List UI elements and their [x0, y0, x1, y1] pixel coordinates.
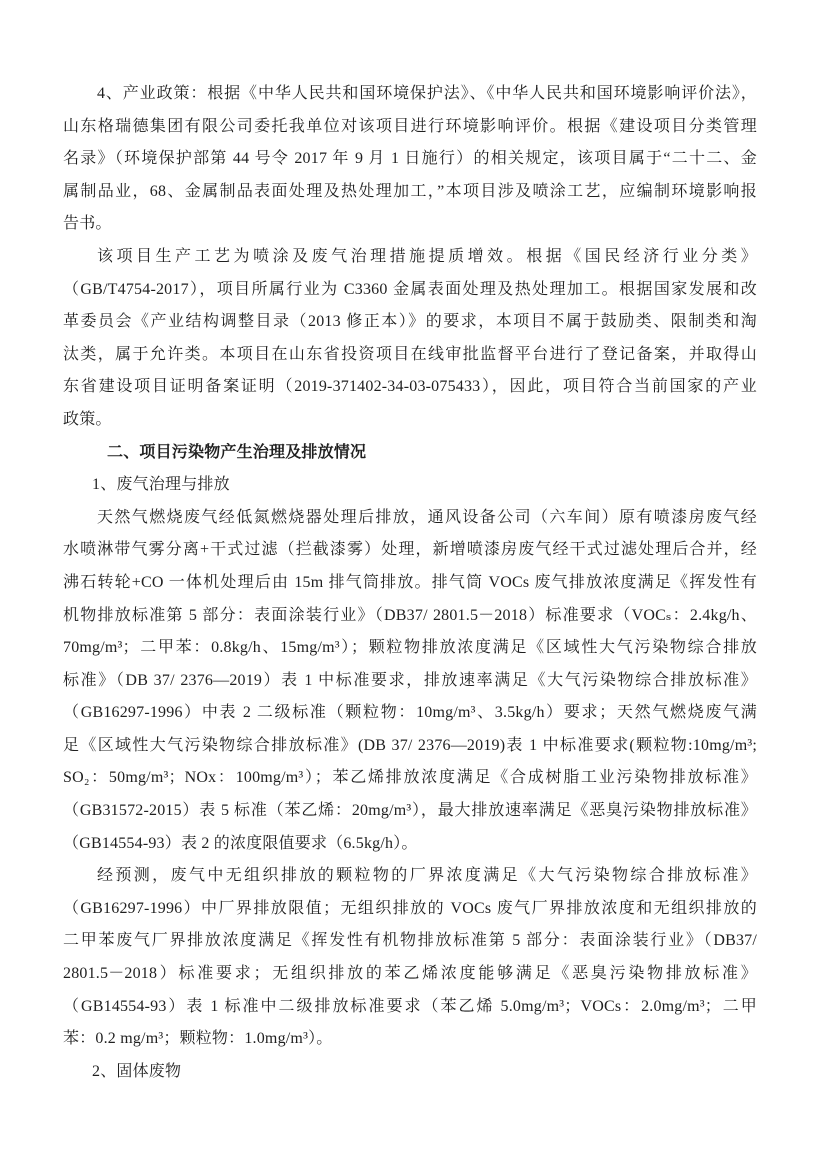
- paragraph-line: 经预测，废气中无组织排放的颗粒物的厂界浓度满足《大气污染物综合排放标准》: [97, 867, 757, 885]
- section-heading: 二、项目污染物产生治理及排放情况: [107, 443, 367, 461]
- paragraph-line: 机物排放标准第 5 部分：表面涂装行业》（DB37/ 2801.5－2018）标准要求（VOCₛ：2.4kg/h、: [63, 606, 757, 624]
- paragraph-line: （GB14554-93）表 2 的浓度限值要求（6.5kg/h）。: [63, 834, 418, 852]
- paragraph-line: （GB31572-2015）表 5 标准（苯乙烯：20mg/m³），最大排放速率满足《恶臭污染物排放标准》: [63, 802, 757, 820]
- paragraph-line: 沸石转轮+CO 一体机处理后由 15m 排气筒排放。排气筒 VOCs 废气排放浓度满足《挥发性有: [63, 573, 757, 591]
- paragraph-line: （GB14554-93）表 1 标准中二级排放标准要求（苯乙烯 5.0mg/m³；VOCs：2.0mg/m³；二甲: [63, 997, 757, 1015]
- paragraph-line: （GB16297-1996）中厂界排放限值；无组织排放的 VOCs 废气厂界排放浓度和无组织排放的: [63, 899, 757, 917]
- paragraph-line: 汰类，属于允许类。本项目在山东省投资项目在线审批监督平台进行了登记备案，并取得山: [63, 345, 757, 363]
- paragraph-line: 山东格瑞德集团有限公司委托我单位对该项目进行环境影响评价。根据《建设项目分类管理: [63, 117, 757, 135]
- paragraph-line: 70mg/m³；二甲苯：0.8kg/h、15mg/m³）；颗粒物排放浓度满足《区域性大气污染物综合排放: [63, 639, 757, 657]
- subsection-heading: 1、废气治理与排放: [92, 476, 230, 494]
- paragraph-line: 该项目生产工艺为喷涂及废气治理措施提质增效。根据《国民经济行业分类》: [97, 247, 757, 265]
- paragraph-line: 革委员会《产业结构调整目录（2013 修正本）》的要求，本项目不属于鼓励类、限制类和淘: [63, 313, 757, 331]
- paragraph-line: 水喷淋带气雾分离+干式过滤（拦截漆雾）处理，新增喷漆房废气经干式过滤处理后合并，经: [63, 541, 757, 559]
- subsection-heading: 2、固体废物: [92, 1062, 182, 1080]
- text-block: [63, 78, 757, 1088]
- paragraph-line: 标准》（DB 37/ 2376—2019）表 1 中标准要求，排放速率满足《大气污染物综合排放标准》: [63, 671, 757, 689]
- paragraph-line: 苯：0.2 mg/m³；颗粒物：1.0mg/m³）。: [63, 1030, 333, 1048]
- paragraph-line: 政策。: [63, 410, 112, 428]
- paragraph-line: 告书。: [63, 215, 112, 233]
- paragraph-line: （GB16297-1996）中表 2 二级标准（颗粒物：10mg/m³、3.5kg/h）要求；天然气燃烧废气满: [63, 704, 757, 722]
- paragraph-line: （GB/T4754-2017），项目所属行业为 C3360 金属表面处理及热处理加工。根据国家发展和改: [63, 280, 757, 298]
- paragraph-line: 东省建设项目证明备案证明（2019-371402-34-03-075433），因此，项目符合当前国家的产业: [63, 378, 757, 396]
- paragraph-line: 4、产业政策：根据《中华人民共和国环境保护法》、《中华人民共和国环境影响评价法》，: [97, 85, 757, 102]
- paragraph-line: SO₂：50mg/m³；NOx：100mg/m³）；苯乙烯排放浓度满足《合成树脂工业污染物排放标准》: [63, 769, 757, 787]
- paragraph-line: 名录》（环境保护部第 44 号令 2017 年 9 月 1 日施行）的相关规定，该项目属于“二十二、金: [63, 150, 757, 168]
- paragraph-line: 足《区域性大气污染物综合排放标准》(DB 37/ 2376—2019)表 1 中标准要求(颗粒物:10mg/m³;: [63, 736, 757, 754]
- paragraph-line: 二甲苯废气厂界排放浓度满足《挥发性有机物排放标准第 5 部分：表面涂装行业》（DB37/: [63, 932, 757, 950]
- paragraph-line: 2801.5－2018）标准要求；无组织排放的苯乙烯浓度能够满足《恶臭污染物排放标准》: [63, 965, 757, 983]
- paragraph-line: 天然气燃烧废气经低氮燃烧器处理后排放，通风设备公司（六车间）原有喷漆房废气经: [97, 508, 757, 526]
- paragraph-line: 属制品业，68、金属制品表面处理及热处理加工，”本项目涉及喷涂工艺，应编制环境影响报: [63, 182, 757, 200]
